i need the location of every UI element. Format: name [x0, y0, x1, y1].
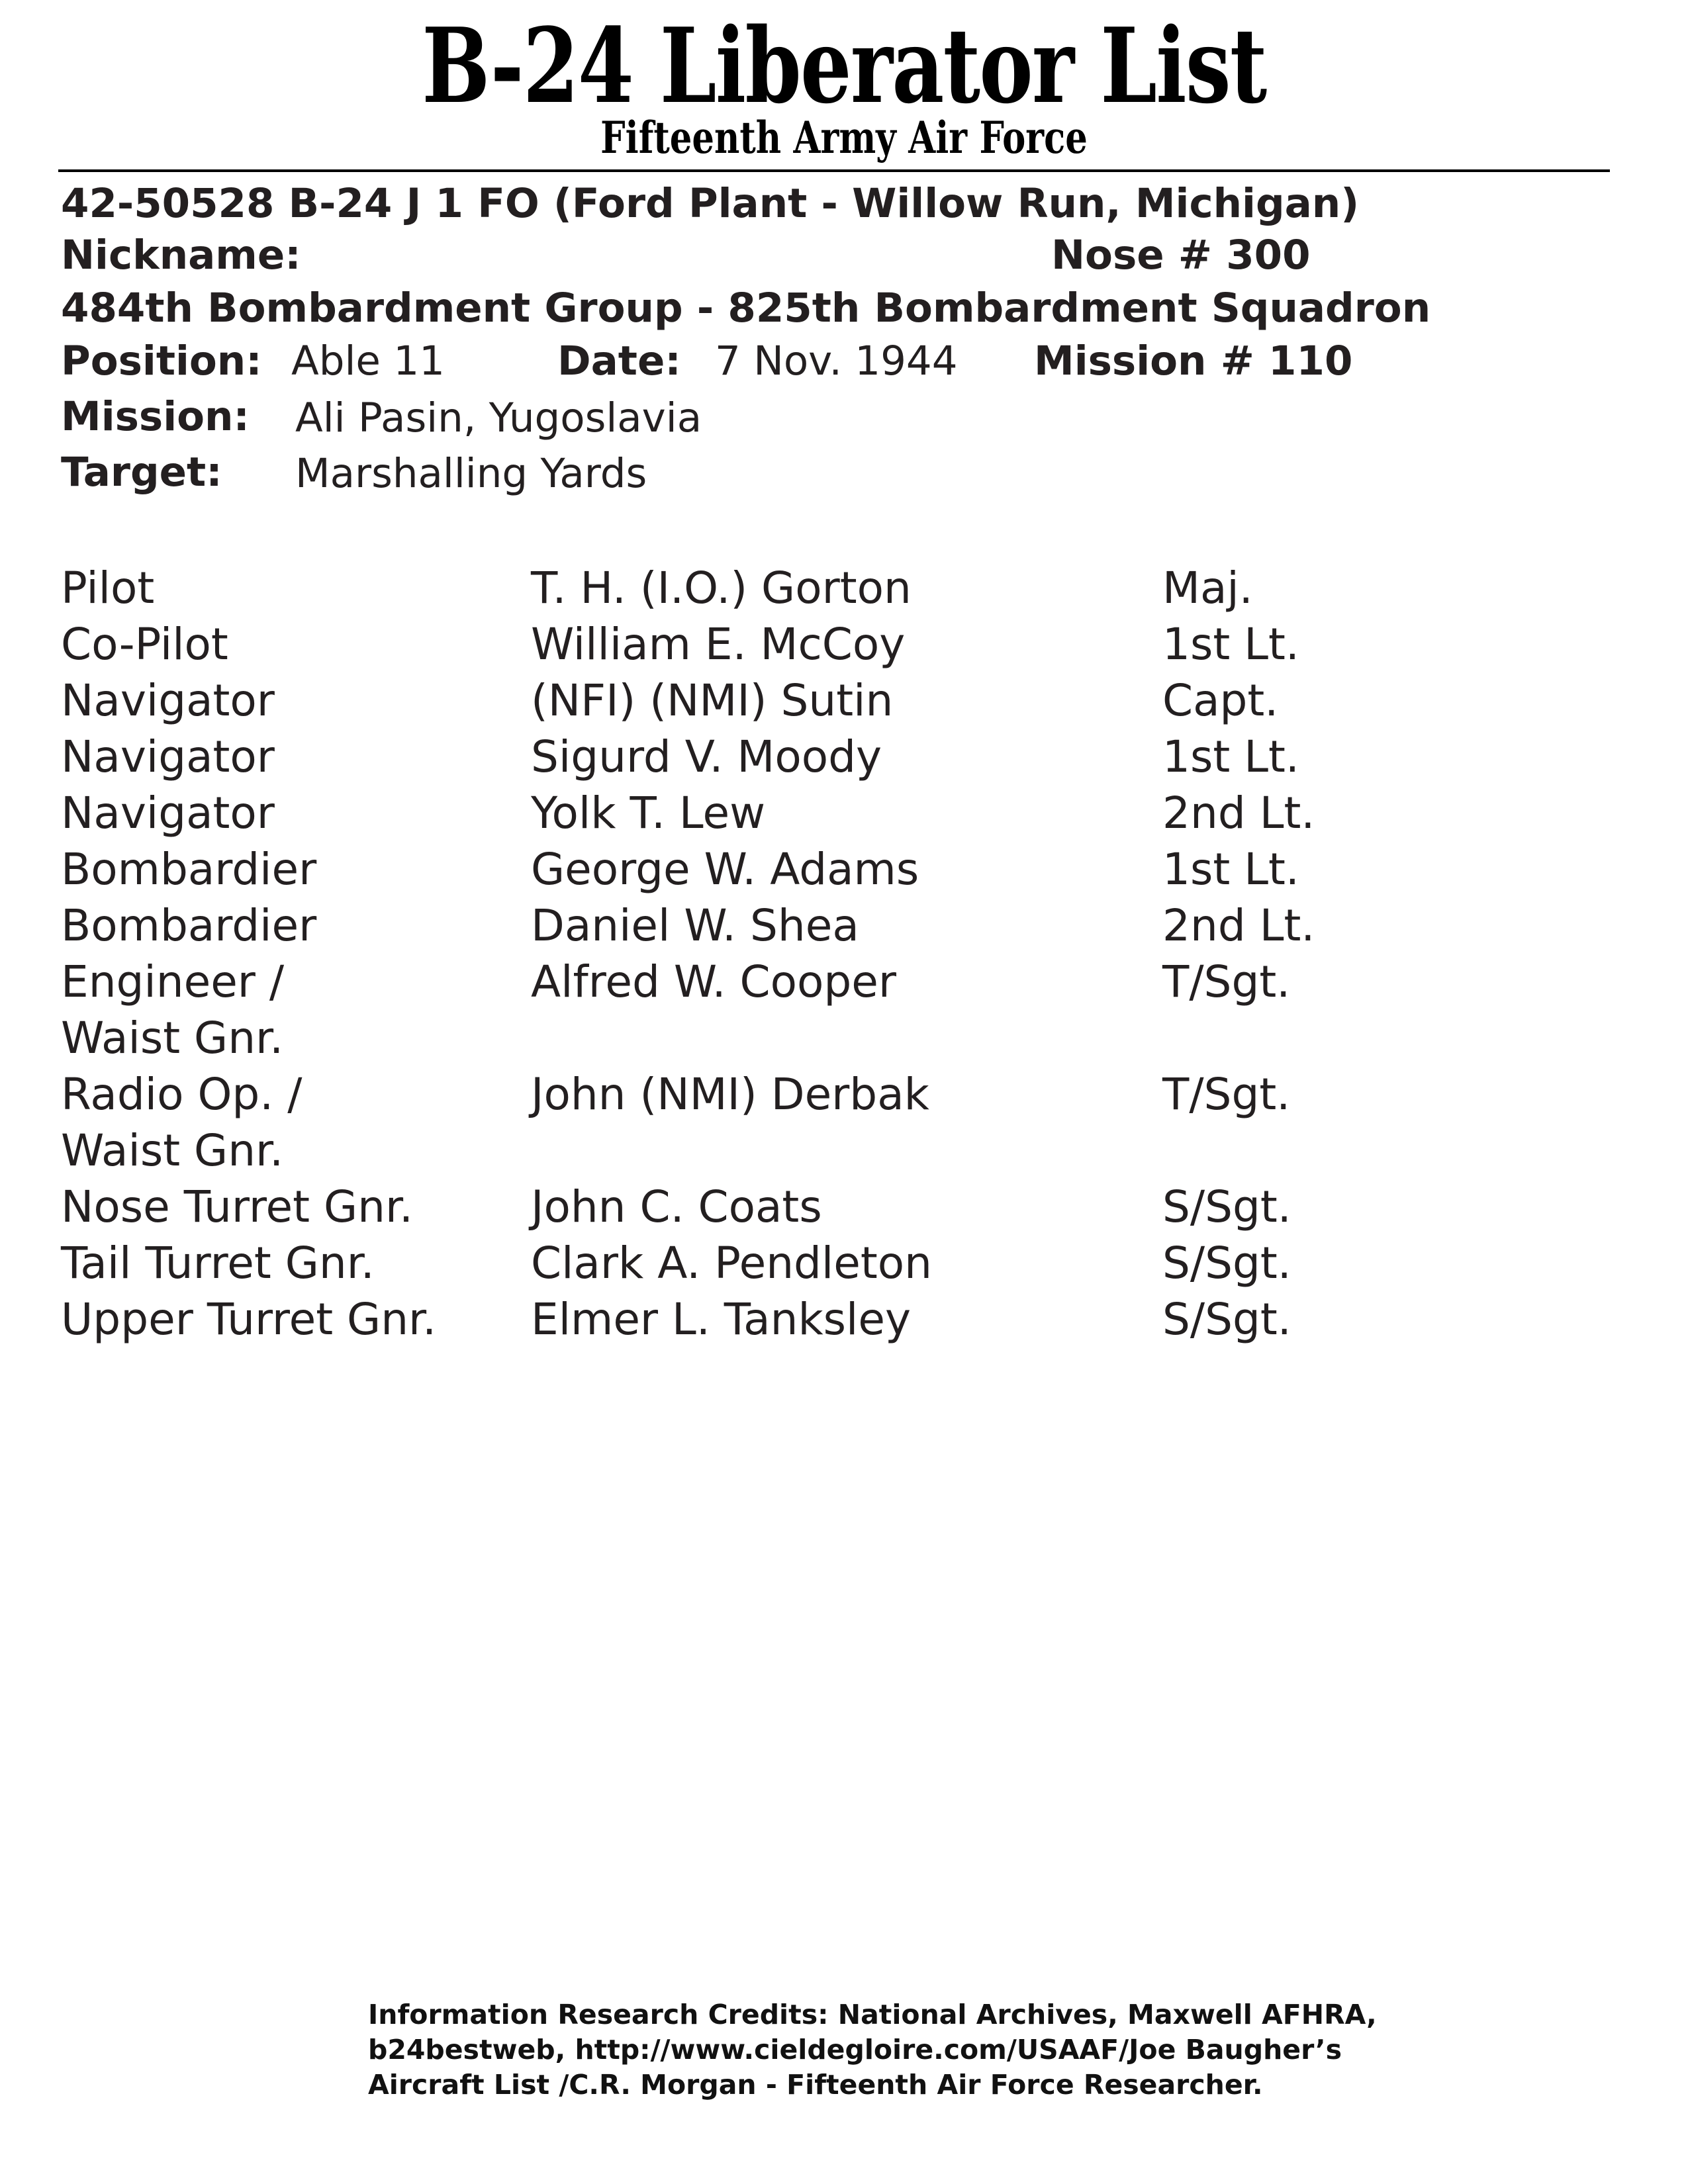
crew-position: Navigator: [61, 788, 275, 839]
date-label-text: Date:: [557, 338, 681, 385]
group-squadron-line: [61, 283, 1430, 334]
credits-line: b24bestweb, http://www.cieldegloire.com/USAAF/Joe Baugher’s: [368, 2034, 1342, 2066]
position-label-text: Position:: [61, 338, 262, 385]
crew-position: Pilot: [61, 563, 155, 614]
crew-rank: 2nd Lt.: [1162, 788, 1315, 839]
target-value: Marshalling Yards: [295, 450, 647, 497]
crew-position: Bombardier: [61, 844, 317, 895]
crew-position: Upper Turret Gnr.: [61, 1294, 437, 1345]
crew-rank: 1st Lt.: [1162, 844, 1299, 895]
crew-rank: 2nd Lt.: [1162, 900, 1315, 951]
crew-position: Bombardier: [61, 900, 317, 951]
crew-rank: 1st Lt.: [1162, 619, 1299, 670]
page-subtitle: Fifteenth Army Air Force: [600, 112, 1088, 163]
crew-rank: T/Sgt.: [1162, 1069, 1291, 1120]
crew-position: Co-Pilot: [61, 619, 228, 670]
crew-position: Nose Turret Gnr.: [61, 1181, 413, 1232]
crew-rank: T/Sgt.: [1162, 956, 1291, 1007]
crew-rank: S/Sgt.: [1162, 1181, 1291, 1232]
crew-rank: S/Sgt.: [1162, 1238, 1291, 1289]
crew-name: John (NMI) Derbak: [531, 1069, 929, 1120]
position-label: [61, 336, 262, 387]
target-label: [61, 447, 222, 498]
mission-value: Ali Pasin, Yugoslavia: [295, 394, 702, 441]
nickname-label-text: Nickname:: [61, 232, 301, 279]
crew-name: Daniel W. Shea: [531, 900, 859, 951]
nose-number: [1051, 230, 1311, 281]
nickname-label: [61, 230, 301, 281]
crew-position: Engineer /: [61, 956, 285, 1007]
crew-name: (NFI) (NMI) Sutin: [531, 675, 894, 726]
credits-line: Information Research Credits: National Archives, Maxwell AFHRA,: [368, 1999, 1377, 2030]
crew-name: Yolk T. Lew: [531, 788, 766, 839]
date-label: [557, 336, 681, 387]
crew-rank: S/Sgt.: [1162, 1294, 1291, 1345]
crew-position: Navigator: [61, 731, 275, 782]
crew-rank: Capt.: [1162, 675, 1279, 726]
crew-name: Alfred W. Cooper: [531, 956, 897, 1007]
crew-position: Tail Turret Gnr.: [61, 1238, 375, 1289]
credits-line: Aircraft List /C.R. Morgan - Fifteenth Air Force Researcher.: [368, 2069, 1263, 2101]
crew-position-line2: Waist Gnr.: [61, 1013, 284, 1064]
mission-number: [1034, 336, 1352, 387]
research-credits: [368, 1997, 1377, 2103]
nose-number-text: Nose # 300: [1051, 232, 1311, 279]
crew-name: Elmer L. Tanksley: [531, 1294, 912, 1345]
date-value: 7 Nov. 1944: [715, 338, 958, 385]
position-value: Able 11: [291, 338, 445, 385]
crew-name: John C. Coats: [531, 1181, 822, 1232]
header-divider: [58, 169, 1610, 172]
crew-name: T. H. (I.O.) Gorton: [531, 563, 912, 614]
crew-position: Radio Op. /: [61, 1069, 303, 1120]
mission-label: [61, 392, 250, 442]
target-label-text: Target:: [61, 449, 222, 496]
mission-number-text: Mission # 110: [1034, 338, 1353, 385]
aircraft-serial-text: 42-50528 B-24 J 1 FO (Ford Plant - Willow Run, Michigan): [61, 180, 1360, 227]
mission-label-text: Mission:: [61, 393, 250, 440]
crew-name: Clark A. Pendleton: [531, 1238, 932, 1289]
aircraft-serial-line: [61, 179, 1359, 229]
crew-rank: Maj.: [1162, 563, 1253, 614]
page-title: B-24 Liberator List: [422, 5, 1266, 126]
crew-name: William E. McCoy: [531, 619, 906, 670]
crew-rank: 1st Lt.: [1162, 731, 1299, 782]
crew-name: George W. Adams: [531, 844, 919, 895]
crew-position-line2: Waist Gnr.: [61, 1125, 284, 1176]
group-squadron-text: 484th Bombardment Group - 825th Bombardment Squadron: [61, 285, 1431, 332]
crew-name: Sigurd V. Moody: [531, 731, 882, 782]
crew-position: Navigator: [61, 675, 275, 726]
